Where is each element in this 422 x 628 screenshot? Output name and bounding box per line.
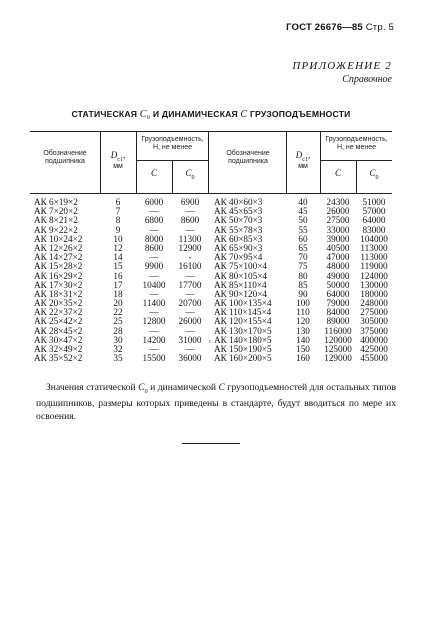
right-table-body (214, 198, 392, 363)
dynamic-capacity-c: 47000 (326, 252, 350, 263)
static-capacity-c0: 113000 (360, 252, 388, 263)
dc1-value: 6 (115, 197, 121, 207)
dc1-value: 35 (113, 353, 123, 364)
dc-symbol: D (295, 150, 303, 160)
bearing-designation: АК 20×35×2 (34, 298, 83, 309)
dynamic-capacity-c: 125000 (324, 344, 352, 354)
dc1-value: 80 (298, 270, 308, 281)
static-capacity-c0: — (185, 344, 195, 354)
bearing-designation: АК 16×29×2 (34, 270, 83, 281)
dc-symbol: D (110, 150, 118, 160)
dynamic-capacity-c: 6000 (144, 197, 164, 207)
footnote-c0: C (138, 382, 145, 393)
dc1-value: 22 (113, 307, 123, 318)
left-header-dc: $D_{c1}$, мм (100, 150, 136, 170)
bearing-designation: АК 50×70×3 (214, 215, 263, 226)
dc1-value: 17 (113, 279, 123, 290)
right-header-c: C (334, 168, 341, 178)
bearing-designation: АК 35×52×2 (34, 353, 83, 364)
static-capacity-c0: 11300 (178, 233, 202, 244)
right-header-capacity: Грузоподъемность, Н, не менее (325, 136, 388, 151)
dynamic-capacity-c: — (149, 224, 159, 235)
standard-number: ГОСТ 26676—85 (286, 22, 363, 33)
static-capacity-c0: 305000 (360, 316, 388, 327)
static-capacity-c0: — (185, 224, 195, 235)
table-top-rule (30, 131, 392, 132)
footnote-c0-sub: 0 (144, 388, 148, 395)
dynamic-capacity-c: 120000 (324, 334, 352, 345)
dc1-value: 12 (113, 242, 123, 253)
static-capacity-c0: 12900 (178, 242, 202, 253)
footnote-text-2: и динамической (150, 382, 216, 393)
static-capacity-c0: — (185, 206, 195, 217)
bearing-designation: АК 9×22×2 (34, 224, 78, 235)
bearing-designation: АК 45×65×3 (214, 206, 263, 217)
page-number: Стр. 5 (365, 22, 394, 33)
bearing-designation: АК 70×95×4 (214, 252, 263, 263)
bearing-designation: АК 120×155×4 (214, 316, 272, 327)
appendix-title: ПРИЛОЖЕНИЕ 2 (292, 60, 392, 72)
dynamic-capacity-c: 12800 (142, 316, 166, 327)
dynamic-capacity-c: — (149, 206, 159, 217)
c0-sub: 0 (191, 174, 195, 181)
title-c0: C₀ (139, 109, 151, 120)
dc1-value: 8 (115, 215, 121, 226)
dc1-value: 150 (296, 344, 310, 354)
closing-rule (182, 443, 240, 444)
left-header-capacity: Грузоподъемность, Н, не менее (141, 136, 204, 151)
dynamic-capacity-c: 50000 (326, 279, 350, 290)
bearing-designation: АК 150×190×5 (214, 344, 272, 354)
static-capacity-c0: 275000 (360, 307, 388, 318)
bearing-designation: АК 40×60×3 (214, 197, 263, 207)
appendix-subtitle: Справочное (342, 74, 392, 85)
dc1-value: 14 (113, 252, 123, 263)
dynamic-capacity-c: 39000 (326, 233, 350, 244)
left-header-designation: Обозначение подшипника (43, 150, 87, 165)
bearing-designation: АК 90×120×4 (214, 288, 267, 299)
dynamic-capacity-c: 48000 (326, 261, 350, 272)
table-row (34, 354, 206, 363)
dynamic-capacity-c: 10400 (142, 279, 166, 290)
bearing-designation: АК 140×180×5 (214, 334, 272, 345)
dc1-value: 110 (296, 307, 310, 318)
dynamic-capacity-c: 8000 (144, 233, 164, 244)
left-header-c0 (172, 168, 208, 181)
dc-sub: c1 (117, 156, 123, 163)
dynamic-capacity-c: — (149, 325, 159, 336)
bearing-designation: АК 17×30×2 (34, 279, 83, 290)
static-capacity-c0: 26000 (178, 316, 202, 327)
dynamic-capacity-c: — (149, 307, 159, 318)
static-capacity-c0: 455000 (360, 353, 388, 364)
dc-sub: c1 (302, 156, 308, 163)
bearing-designation: АК 100×135×4 (214, 298, 272, 309)
bearing-designation: АК 22×37×2 (34, 307, 83, 318)
header-bottom-rule (30, 193, 392, 194)
dc1-value: 90 (298, 288, 308, 299)
dynamic-capacity-c: 11400 (142, 298, 166, 309)
footnote (36, 382, 396, 423)
dynamic-capacity-c: 33000 (326, 224, 350, 235)
dc1-value: 75 (298, 261, 308, 272)
static-capacity-c0: 6900 (180, 197, 200, 207)
dc1-value: 25 (113, 316, 123, 327)
dc1-value: 60 (298, 233, 308, 244)
right-header-dc: $D_{c1}$, мм (286, 150, 320, 170)
dc1-value: 16 (113, 270, 123, 281)
bearing-designation: АК 8×21×2 (34, 215, 78, 226)
bearing-designation: АК 55×78×3 (214, 224, 263, 235)
dynamic-capacity-c: 27500 (326, 215, 350, 226)
dc1-value: 120 (296, 316, 310, 327)
dynamic-capacity-c: 40500 (326, 242, 350, 253)
dc1-value: 85 (298, 279, 308, 290)
footnote-c: C (218, 382, 225, 393)
print-speck: ı (209, 339, 211, 345)
c0-symbol: C (185, 168, 192, 178)
dc-unit: мм (298, 162, 308, 170)
footnote-text-1: Значения статической (46, 382, 136, 393)
dynamic-capacity-c: 8600 (144, 242, 164, 253)
static-capacity-c0: 31000 (178, 334, 202, 345)
dc1-value: 160 (296, 353, 310, 364)
dc1-value: 45 (298, 206, 308, 217)
bearing-designation: АК 6×19×2 (34, 197, 78, 207)
bearing-designation: АК 25×42×2 (34, 316, 83, 327)
dynamic-capacity-c: — (149, 252, 159, 263)
dc1-value: 140 (296, 334, 310, 345)
bearing-designation: АК 14×27×2 (34, 252, 83, 263)
static-capacity-c0: 248000 (360, 298, 388, 309)
static-capacity-c0: 36000 (178, 353, 202, 364)
static-capacity-c0: 57000 (362, 206, 386, 217)
c0-sub: 0 (375, 174, 379, 181)
bearing-designation: АК 32×49×2 (34, 344, 83, 354)
bearing-designation: АК 7×20×2 (34, 206, 78, 217)
bearing-designation: АК 130×170×5 (214, 325, 272, 336)
middle-vline (208, 131, 209, 193)
bearing-designation: АК 18×31×2 (34, 288, 83, 299)
static-capacity-c0: 8600 (180, 215, 200, 226)
static-capacity-c0: — (185, 270, 195, 281)
dynamic-capacity-c: 24300 (326, 197, 350, 207)
dc1-value: 55 (298, 224, 308, 235)
dynamic-capacity-c: 6800 (144, 215, 164, 226)
bearing-designation: АК 85×110×4 (214, 279, 267, 290)
static-capacity-c0: 180000 (360, 288, 388, 299)
static-capacity-c0: 130000 (360, 279, 388, 290)
dynamic-capacity-c: — (149, 288, 159, 299)
bearing-designation: АК 28×45×2 (34, 325, 83, 336)
dc1-value: 65 (298, 242, 308, 253)
static-capacity-c0: 124000 (360, 270, 388, 281)
right-header-c0 (356, 168, 392, 181)
dynamic-capacity-c: 14200 (142, 334, 166, 345)
dc1-value: 40 (298, 197, 308, 207)
dc1-value: 130 (296, 325, 310, 336)
bearing-designation: АК 10×24×2 (34, 233, 83, 244)
bearing-designation: АК 12×26×2 (34, 242, 83, 253)
dc1-value: 18 (113, 288, 123, 299)
static-capacity-c0: — (185, 325, 195, 336)
footnote-text-3: грузоподъемностей для остальных типов подшипников, размеры которых приведены в стандарте, будут вводиться по мере их освоения. (36, 382, 396, 422)
dynamic-capacity-c: — (149, 344, 159, 354)
bearing-designation: АК 65×90×3 (214, 242, 263, 253)
static-capacity-c0: 83000 (362, 224, 386, 235)
dc1-value: 28 (113, 325, 123, 336)
static-capacity-c0: 20700 (178, 298, 202, 309)
title-c: C (240, 109, 248, 120)
bearing-designation: АК 110×145×4 (214, 307, 272, 318)
dc1-value: 100 (296, 298, 310, 309)
page-header (286, 22, 394, 33)
title-part-1: СТАТИЧЕСКАЯ (71, 109, 138, 119)
left-table-body (34, 198, 206, 363)
dc1-value: 15 (113, 261, 123, 272)
bearing-designation: АК 30×47×2 (34, 334, 83, 345)
static-capacity-c0: 113000 (360, 242, 388, 253)
table-title (0, 109, 422, 120)
dynamic-capacity-c: 129000 (324, 353, 352, 364)
bearing-designation: АК 160×200×5 (214, 353, 272, 364)
static-capacity-c0: 17700 (178, 279, 202, 290)
dc1-value: 32 (113, 344, 123, 354)
dynamic-capacity-c: 89000 (326, 316, 350, 327)
dc1-value: 10 (113, 233, 123, 244)
dc1-value: 9 (115, 224, 121, 235)
static-capacity-c0: 119000 (360, 261, 388, 272)
bearing-designation: АК 60×85×3 (214, 233, 263, 244)
dc1-value: 20 (113, 298, 123, 309)
dynamic-capacity-c: 49000 (326, 270, 350, 281)
static-capacity-c0: — (185, 307, 195, 318)
title-part-2: И ДИНАМИЧЕСКАЯ (152, 109, 238, 119)
dc1-value: 50 (298, 215, 308, 226)
right-header-designation: Обозначение подшипника (226, 150, 270, 165)
static-capacity-c0: 104000 (360, 233, 388, 244)
dc1-value: 30 (113, 334, 123, 345)
dc1-value: 7 (115, 206, 121, 217)
dynamic-capacity-c: 64000 (326, 288, 350, 299)
left-header-c: C (150, 168, 157, 178)
dynamic-capacity-c: 79000 (326, 298, 350, 309)
dynamic-capacity-c: 84000 (326, 307, 350, 318)
bearing-designation: АК 15×28×2 (34, 261, 83, 272)
dynamic-capacity-c: 9900 (144, 261, 164, 272)
bearing-designation: АК 80×105×4 (214, 270, 267, 281)
static-capacity-c0: 400000 (360, 334, 388, 345)
dc1-value: 70 (298, 252, 308, 263)
dynamic-capacity-c: 116000 (324, 325, 352, 336)
c0-symbol: C (369, 168, 376, 178)
dynamic-capacity-c: 26000 (326, 206, 350, 217)
dynamic-capacity-c: — (149, 270, 159, 281)
static-capacity-c0: 16100 (178, 261, 202, 272)
static-capacity-c0: 375000 (360, 325, 388, 336)
static-capacity-c0: 51000 (362, 197, 386, 207)
title-part-3: ГРУЗОПОДЪЕМНОСТИ (249, 109, 351, 119)
static-capacity-c0: - (188, 252, 192, 263)
static-capacity-c0: 425000 (360, 344, 388, 354)
table-row (214, 354, 392, 363)
bearing-designation: АК 75×100×4 (214, 261, 267, 272)
static-capacity-c0: 64000 (362, 215, 386, 226)
dc-unit: мм (113, 162, 123, 170)
static-capacity-c0: — (185, 288, 195, 299)
dynamic-capacity-c: 15500 (142, 353, 166, 364)
